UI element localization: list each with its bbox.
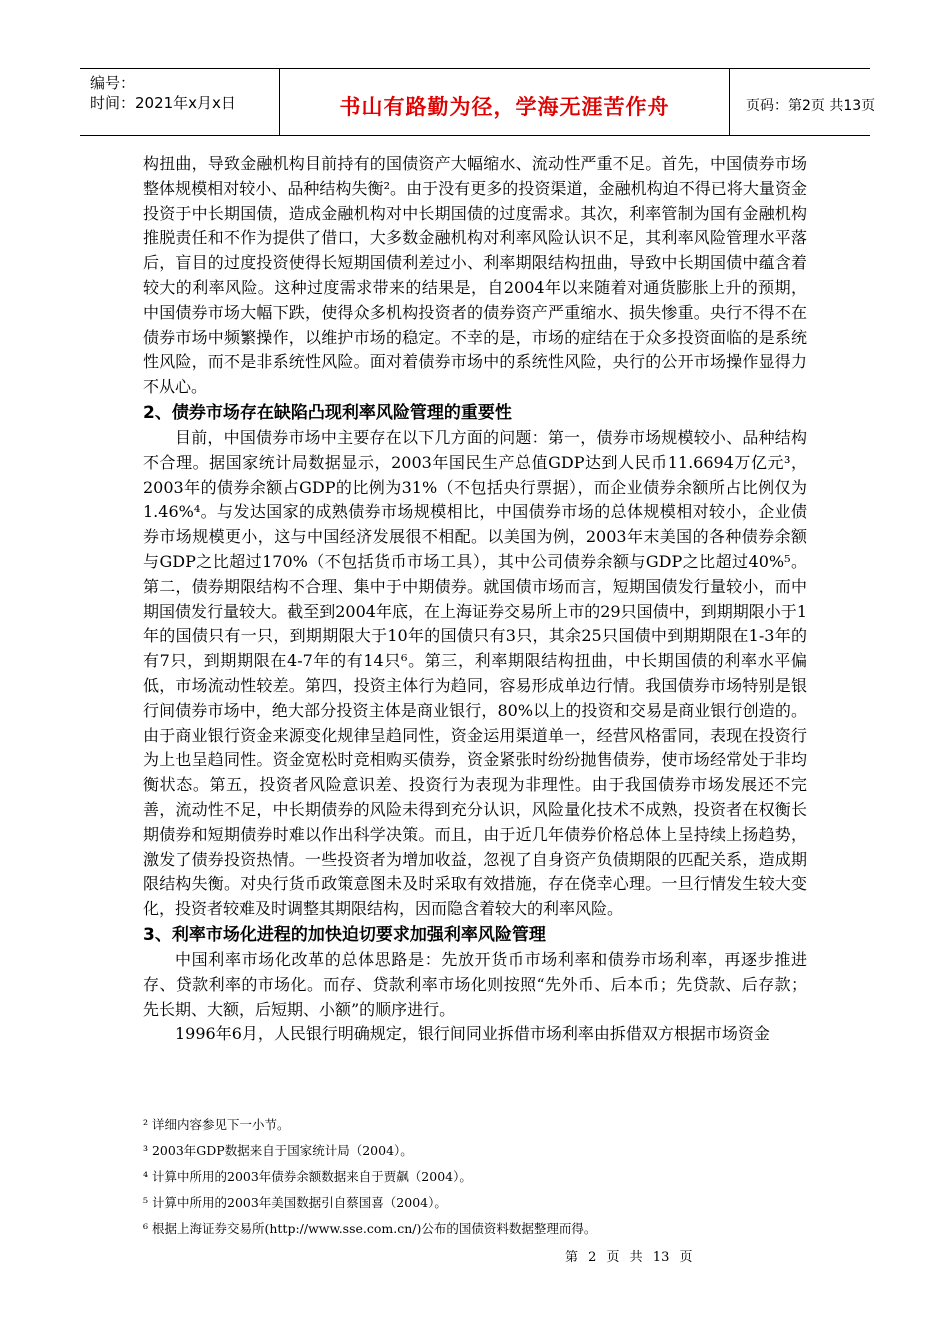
header-page-label: 页码：第2页 共13页 <box>746 98 876 114</box>
header-meta <box>80 69 280 135</box>
header-motto-cell <box>280 69 730 135</box>
footnotes <box>143 1112 803 1242</box>
page-footer: 第 2 页 共 13 页 <box>565 1250 693 1265</box>
section-3-heading: 3、利率市场化进程的加快迫切要求加强利率风险管理 <box>143 924 546 945</box>
footnote-5: ⁵ 计算中所用的2003年美国数据引自蔡国喜（2004）。 <box>143 1195 447 1210</box>
footnote-2: ² 详细内容参见下一小节。 <box>143 1117 290 1132</box>
header-code-label: 编号： <box>90 74 136 92</box>
section-3-paragraph-1: 中国利率市场化改革的总体思路是：先放开货币市场利率和债券市场利率，再逐步推进存、贷款利率的市场化。而存、贷款利率市场化则按照“先外币、后本币；先贷款、后存款；先长期、大额，后短期、小额”的顺序进行。 <box>143 949 807 1019</box>
footnote-3: ³ 2003年GDP数据来自于国家统计局（2004）。 <box>143 1143 413 1158</box>
header-time-label: 时间：2021年x月x日 <box>90 94 236 112</box>
intro-paragraph: 构扭曲，导致金融机构目前持有的国债资产大幅缩水、流动性严重不足。首先，中国债券市场整体规模相对较小、品种结构失衡²。由于没有更多的投资渠道，金融机构迫不得已将大量资金投资于中长期国债，造成金融机构对中长期国债的过度需求。其次，利率管制为国有金融机构推脱责任和不作为提供了借口，大多数金融机构对利率风险认识不足，其利率风险管理水平落后，盲目的过度投资使得长短期国债利差过小、利率期限结构扭曲，导致中长期国债中蕴含着较大的利率风险。这种过度需求带来的结果是，自2004年以来随着对通货膨胀上升的预期，中国债券市场大幅下跌，使得众多机构投资者的债券资产严重缩水、损失惨重。央行不得不在债券市场中频繁操作，以维护市场的稳定。不幸的是，市场的症结在于众多投资面临的是系统性风险，而不是非系统性风险。面对着债券市场中的系统性风险，央行的公开市场操作显得力不从心。 <box>143 154 807 397</box>
footnote-6: ⁶ 根据上海证券交易所(http://www.sse.com.cn/)公布的国债资料数据整理而得。 <box>143 1221 597 1236</box>
header-page-cell <box>730 69 876 135</box>
header-motto: 书山有路勤为径，学海无涯苦作舟 <box>339 95 670 119</box>
footnote-4: ⁴ 计算中所用的2003年债券余额数据来自于贾飙（2004）。 <box>143 1169 472 1184</box>
document-body <box>143 152 807 1047</box>
section-3-paragraph-2: 1996年6月，人民银行明确规定，银行间同业拆借市场利率由拆借双方根据市场资金 <box>175 1024 770 1044</box>
section-2-paragraph: 目前，中国债券市场中主要存在以下几方面的问题：第一，债券市场规模较小、品种结构不合理。据国家统计局数据显示，2003年国民生产总值GDP达到人民币11.6694万亿元³，2003年的债券余额占GDP的比例为31%（不包括央行票据），而企业债券余额所占比例仅为1.46%⁴。与发达国家的成熟债券市场规模相比，中国债券市场的总体规模相对较小，企业债券市场规模更小，这与中国经济发展很不相配。以美国为例，2003年末美国的各种债券余额与GDP之比超过170%（不包括货币市场工具），其中公司债券余额与GDP之比超过40%⁵。第二，债券期限结构不合理、集中于中期债券。就国债市场而言，短期国债发行量较小，而中期国债发行量较大。截至到2004年底，在上海证券交易所上市的29只国债中，到期期限小于1年的国债只有一只，到期期限大于10年的国债只有3只，其余25只国债中到期期限在1-3年的有7只，到期期限在4-7年的有14只⁶。第三，利率期限结构扭曲，中长期国债的利率水平偏低，市场流动性较差。第四，投资主体行为趋同，容易形成单边行情。我国债券市场特别是银行间债券市场中，绝大部分投资主体是商业银行，80%以上的投资和交易是商业银行创造的。由于商业银行资金来源变化规律呈趋同性，资金运用渠道单一，经营风格雷同，表现在投资行为上也呈趋同性。资金宽松时竞相购买债券，资金紧张时纷纷抛售债券，使市场经常处于非均衡状态。第五，投资者风险意识差、投资行为表现为非理性。由于我国债券市场发展还不完善，流动性不足，中长期债券的风险未得到充分认识，风险量化技术不成熟，投资者在权衡长期债券和短期债券时难以作出科学决策。而且，由于近几年债券价格总体上呈持续上扬趋势，激发了债券投资热情。一些投资者为增加收益，忽视了自身资产负债期限的匹配关系，造成期限结构失衡。对央行货币政策意图未及时采取有效措施，存在侥幸心理。一旦行情发生较大变化，投资者较难及时调整其期限结构，因而隐含着较大的利率风险。 <box>143 427 807 919</box>
page-header <box>80 68 876 136</box>
section-2-heading: 2、债券市场存在缺陷凸现利率风险管理的重要性 <box>143 402 512 423</box>
